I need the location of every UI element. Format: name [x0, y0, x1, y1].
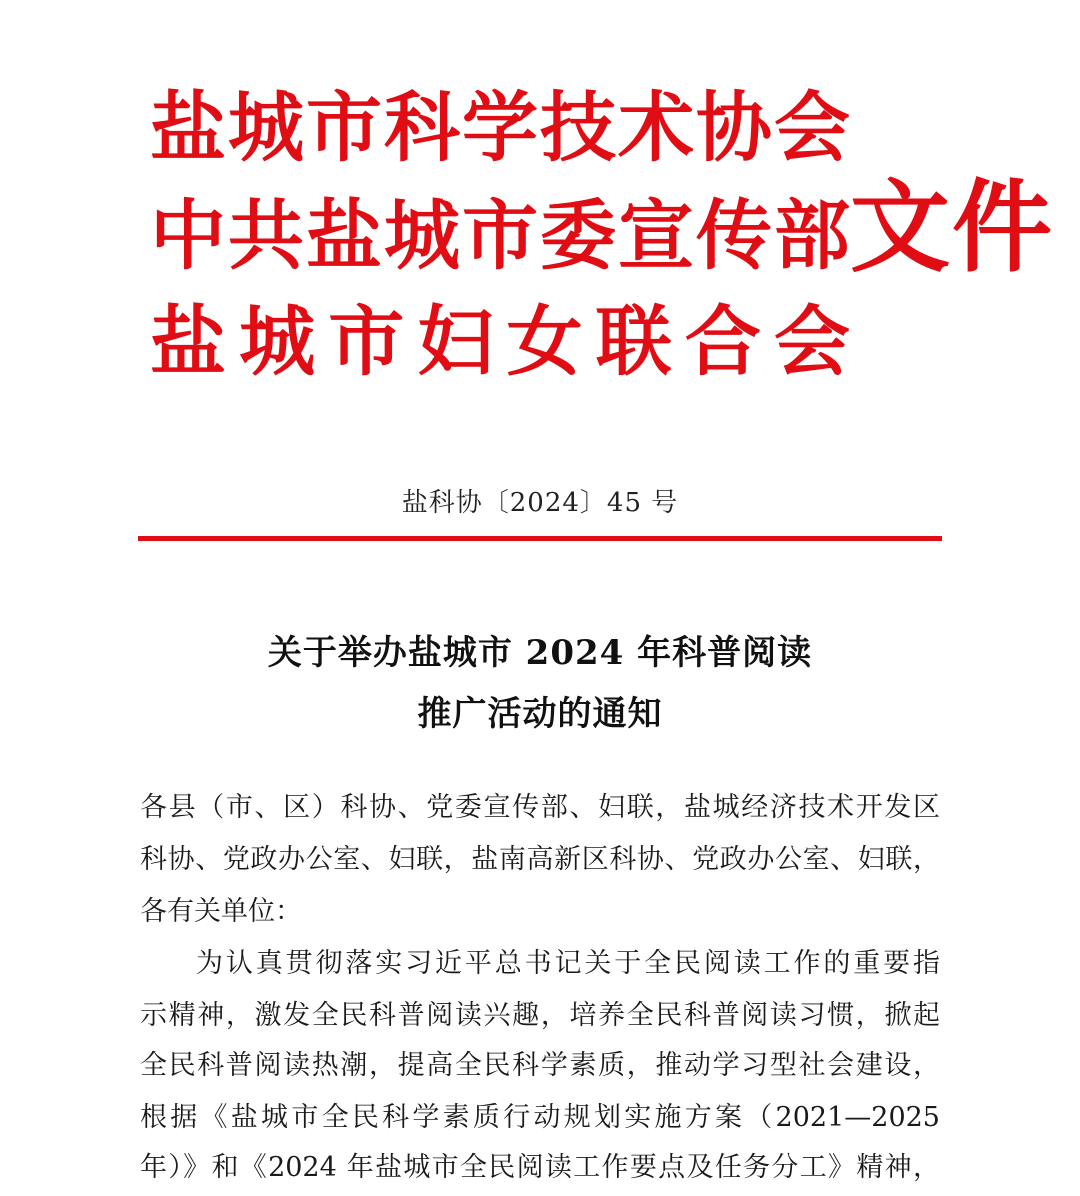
org-char: 中	[150, 191, 226, 280]
document-suffix: 文件	[850, 169, 1054, 286]
notice-title-line-1: 关于举办盐城市 2024 年科普阅读	[267, 633, 813, 673]
org-char: 女	[506, 297, 583, 386]
org-char: 盐	[150, 297, 226, 386]
org-char: 部	[774, 191, 850, 280]
org-char: 城	[239, 297, 316, 386]
org-char: 妇	[417, 297, 494, 386]
org-char: 市	[306, 83, 382, 172]
org-line-science-association	[150, 78, 850, 178]
org-char: 共	[228, 191, 304, 280]
org-char: 会	[773, 297, 850, 386]
org-char: 科	[384, 83, 460, 172]
paragraph-line: 示精神，激发全民科普阅读兴趣，培养全民科普阅读习惯，掀起	[140, 1000, 940, 1031]
org-char: 盐	[150, 83, 226, 172]
org-char: 合	[684, 297, 761, 386]
org-char: 传	[696, 191, 772, 280]
org-char: 协	[696, 83, 772, 172]
org-char: 盐	[306, 191, 382, 280]
org-char: 城	[384, 191, 460, 280]
org-char: 会	[774, 83, 850, 172]
org-char: 市	[328, 297, 405, 386]
org-char: 学	[462, 83, 538, 172]
notice-title-line-2: 推广活动的通知	[417, 694, 663, 734]
paragraph-line: 全民科普阅读热潮，提高全民科学素质，推动学习型社会建设，	[140, 1050, 940, 1081]
red-separator-line	[138, 536, 942, 541]
org-line-womens-federation	[150, 292, 850, 392]
org-char: 委	[540, 191, 616, 280]
org-line-propaganda-dept	[150, 186, 850, 286]
org-char: 联	[595, 297, 672, 386]
addressee-line: 各有关单位：	[140, 896, 302, 927]
red-header	[150, 78, 1054, 388]
document-number: 盐科协〔2024〕45 号	[401, 488, 679, 518]
paragraph-line: 为认真贯彻落实习近平总书记关于全民阅读工作的重要指	[196, 948, 940, 979]
addressee-line: 各县（市、区）科协、党委宣传部、妇联，盐城经济技术开发区	[140, 792, 940, 823]
org-char: 技	[540, 83, 616, 172]
paragraph-line: 年）》和《2024 年盐城市全民阅读工作要点及任务分工》精神，	[140, 1152, 940, 1183]
paragraph-line: 根据《盐城市全民科学素质行动规划实施方案（2021—2025	[140, 1102, 940, 1133]
org-char: 市	[462, 191, 538, 280]
addressee-line: 科协、党政办公室、妇联，盐南高新区科协、党政办公室、妇联，	[140, 844, 940, 875]
org-char: 术	[618, 83, 694, 172]
org-char: 城	[228, 83, 304, 172]
org-char: 宣	[618, 191, 694, 280]
